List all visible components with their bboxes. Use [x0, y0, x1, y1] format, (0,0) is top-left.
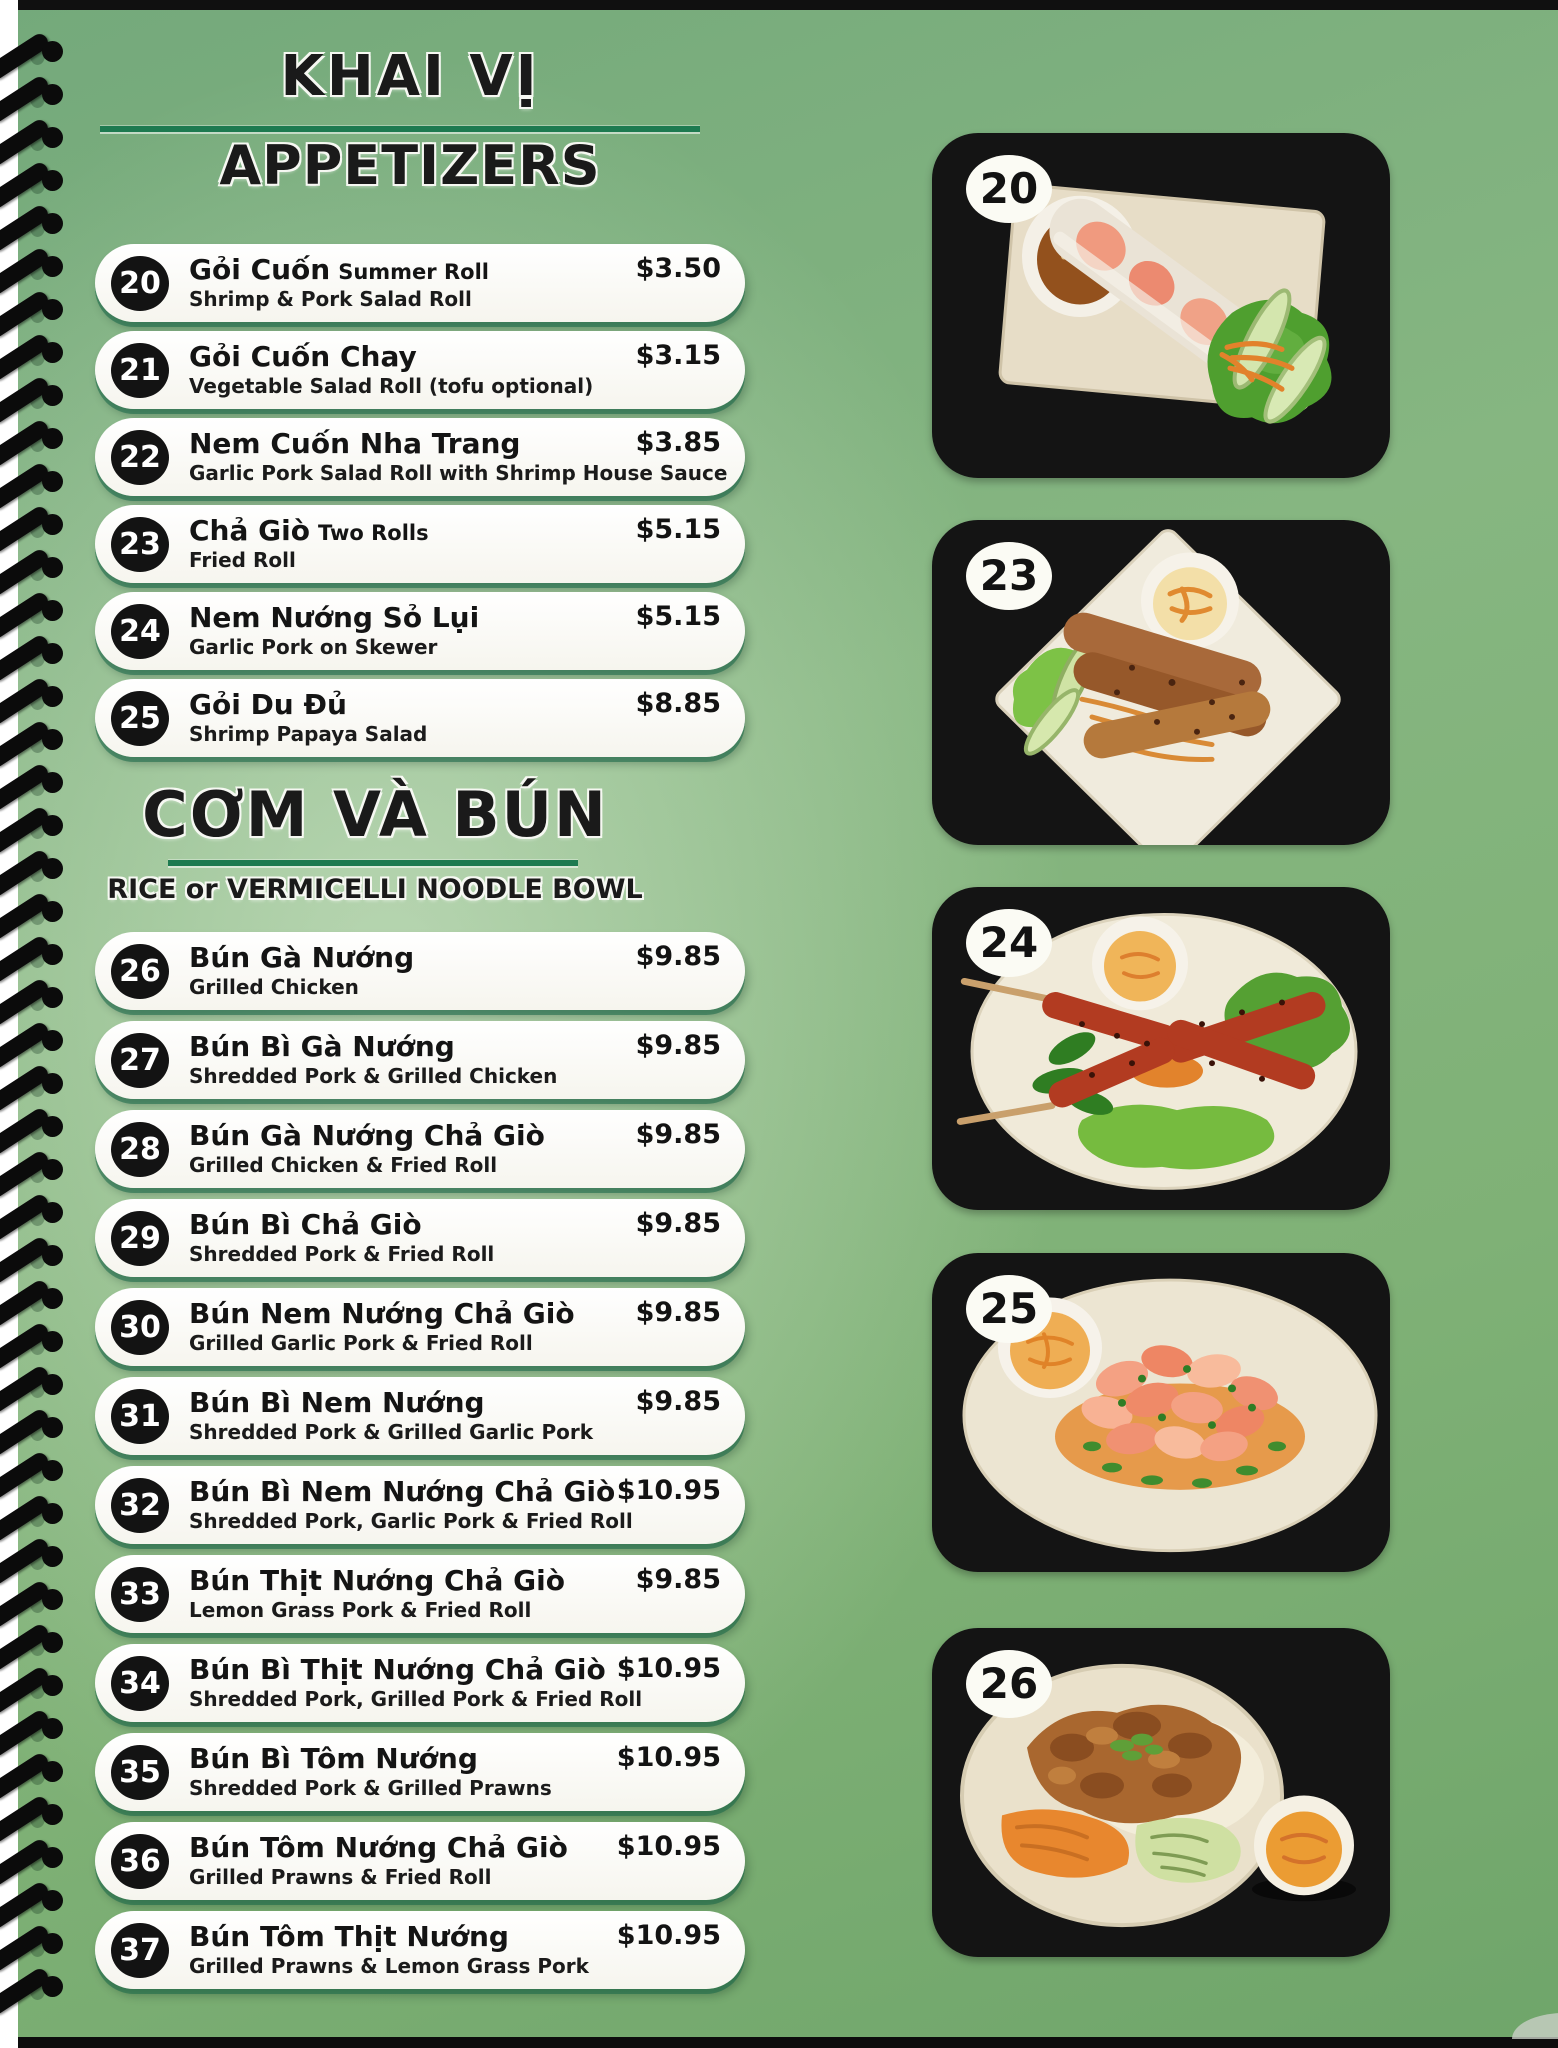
item-number-badge: 29	[111, 1211, 169, 1266]
item-description: Shrimp Papaya Salad	[189, 722, 428, 747]
section-rice-noodle-underline	[168, 860, 578, 866]
menu-item-32	[95, 1466, 745, 1544]
spiral-coil-head	[42, 1030, 63, 1051]
item-number-badge: 24	[111, 604, 169, 659]
spiral-coil-head	[42, 1159, 63, 1180]
spiral-coil-head	[42, 1632, 63, 1653]
item-description: Shredded Pork, Grilled Pork & Fried Roll	[189, 1687, 643, 1712]
item-description: Garlic Pork on Skewer	[189, 635, 438, 660]
page-corner-curl	[1512, 2013, 1558, 2039]
spiral-coil-head	[42, 256, 63, 277]
spiral-coil-head	[42, 127, 63, 148]
photo-23-fried-rolls-plate-photo	[932, 520, 1390, 845]
menu-item-34	[95, 1644, 745, 1722]
spiral-coil-head	[42, 1417, 63, 1438]
spiral-coil-head	[42, 1718, 63, 1739]
item-price: $9.85	[635, 1119, 721, 1150]
item-price: $9.85	[635, 1564, 721, 1595]
item-number-badge: 35	[111, 1745, 169, 1800]
item-description: Shrimp & Pork Salad Roll	[189, 287, 472, 312]
spiral-coil-head	[42, 471, 63, 492]
item-price: $3.50	[635, 253, 721, 284]
item-number-badge: 27	[111, 1033, 169, 1088]
spiral-coil-head	[42, 170, 63, 191]
item-description: Fried Roll	[189, 548, 296, 573]
item-number-badge: 28	[111, 1122, 169, 1177]
spiral-coil-head	[42, 1073, 63, 1094]
item-number-badge: 21	[111, 343, 169, 398]
menu-item-26	[95, 932, 745, 1010]
spiral-coil-head	[42, 428, 63, 449]
spiral-coil-head	[42, 557, 63, 578]
menu-item-33	[95, 1555, 745, 1633]
item-price: $10.95	[616, 1920, 721, 1951]
item-number-badge: 30	[111, 1300, 169, 1355]
spiral-coil-head	[42, 1460, 63, 1481]
spiral-coil-head	[42, 1503, 63, 1524]
item-price: $5.15	[635, 601, 721, 632]
item-name-vietnamese: Nem Cuốn Nha Trang	[189, 426, 521, 460]
menu-item-25	[95, 679, 745, 757]
item-name-vietnamese: Bún Bì Nem Nướng	[189, 1385, 485, 1419]
item-name-vietnamese: Gỏi Cuốn	[189, 252, 331, 286]
item-number-badge: 36	[111, 1834, 169, 1889]
spiral-coil-head	[42, 1804, 63, 1825]
spiral-coil-head	[42, 1675, 63, 1696]
spiral-coil-head	[42, 299, 63, 320]
item-price: $10.95	[616, 1475, 721, 1506]
item-number-badge: 34	[111, 1656, 169, 1711]
item-description: Grilled Prawns & Lemon Grass Pork	[189, 1954, 589, 1979]
item-name-vietnamese: Bún Tôm Nướng Chả Giò	[189, 1830, 568, 1864]
item-number-badge: 37	[111, 1923, 169, 1978]
item-description: Grilled Chicken & Fried Roll	[189, 1153, 498, 1178]
photo-number-badge: 20	[966, 155, 1052, 223]
page-bottom-edge	[18, 2037, 1558, 2048]
menu-item-37	[95, 1911, 745, 1989]
photo-number-badge: 23	[966, 542, 1052, 610]
item-price: $5.15	[635, 514, 721, 545]
spiral-coil-head	[42, 1589, 63, 1610]
item-price: $10.95	[616, 1742, 721, 1773]
menu-item-29	[95, 1199, 745, 1277]
item-description: Grilled Chicken	[189, 975, 359, 1000]
menu-item-22	[95, 418, 745, 496]
spiral-coil-head	[42, 944, 63, 965]
spiral-coil-head	[42, 987, 63, 1008]
menu-item-23	[95, 505, 745, 583]
section-appetizers-title-vietnamese: KHAI VỊ	[280, 44, 540, 109]
section-appetizers-underline	[100, 126, 700, 132]
item-number-badge: 31	[111, 1389, 169, 1444]
photo-number-badge: 25	[966, 1275, 1052, 1343]
item-price: $10.95	[616, 1653, 721, 1684]
spiral-coil-head	[42, 1847, 63, 1868]
spiral-coil-head	[42, 772, 63, 793]
spiral-coil-head	[42, 1761, 63, 1782]
photo-24-garlic-pork-skewers-photo	[932, 887, 1390, 1210]
photo-26-grilled-chicken-noodle-bowl-photo	[932, 1628, 1390, 1957]
spiral-coil-head	[42, 342, 63, 363]
item-description: Garlic Pork Salad Roll with Shrimp House Sauce	[189, 461, 728, 486]
item-price: $3.85	[635, 427, 721, 458]
item-name-vietnamese: Nem Nướng Sỏ Lụi	[189, 600, 480, 634]
menu-item-36	[95, 1822, 745, 1900]
item-number-badge: 26	[111, 944, 169, 999]
section-rice-noodle-title-english: RICE or VERMICELLI NOODLE BOWL	[107, 874, 643, 905]
item-number-badge: 22	[111, 430, 169, 485]
section-appetizers-title-english: APPETIZERS	[219, 134, 601, 197]
item-description: Shredded Pork & Grilled Chicken	[189, 1064, 558, 1089]
spiral-coil-head	[42, 686, 63, 707]
spiral-coil-head	[42, 1933, 63, 1954]
item-name-vietnamese: Bún Thịt Nướng Chả Giò	[189, 1563, 565, 1597]
item-name-english: Summer Roll	[338, 259, 489, 284]
item-number-badge: 25	[111, 691, 169, 746]
photo-number-badge: 26	[966, 1650, 1052, 1718]
item-name-vietnamese: Bún Bì Thịt Nướng Chả Giò	[189, 1652, 606, 1686]
menu-item-24	[95, 592, 745, 670]
menu-item-21	[95, 331, 745, 409]
item-description: Shredded Pork & Grilled Prawns	[189, 1776, 552, 1801]
spiral-coil-head	[42, 385, 63, 406]
page-top-edge	[18, 0, 1558, 10]
item-name-vietnamese: Bún Gà Nướng Chả Giò	[189, 1118, 545, 1152]
item-description: Shredded Pork & Fried Roll	[189, 1242, 495, 1267]
item-description: Grilled Prawns & Fried Roll	[189, 1865, 492, 1890]
item-name-vietnamese: Gỏi Du Đủ	[189, 687, 347, 721]
item-name-vietnamese: Bún Gà Nướng	[189, 940, 415, 974]
spiral-coil-head	[42, 1546, 63, 1567]
spiral-binding	[0, 0, 80, 2048]
spiral-coil-head	[42, 729, 63, 750]
item-number-badge: 32	[111, 1478, 169, 1533]
spiral-coil-head	[42, 600, 63, 621]
spiral-coil-head	[42, 815, 63, 836]
photo-25-shrimp-papaya-salad-photo	[932, 1253, 1390, 1572]
item-name-english: Two Rolls	[317, 520, 429, 545]
item-name-vietnamese: Gỏi Cuốn Chay	[189, 339, 417, 373]
menu-item-35	[95, 1733, 745, 1811]
menu-item-28	[95, 1110, 745, 1188]
item-description: Grilled Garlic Pork & Fried Roll	[189, 1331, 533, 1356]
item-name-vietnamese: Chả Giò	[189, 513, 310, 547]
spiral-coil-head	[42, 1976, 63, 1997]
spiral-coil-head	[42, 1202, 63, 1223]
item-price: $9.85	[635, 941, 721, 972]
spiral-coil-head	[42, 1374, 63, 1395]
item-description: Shredded Pork & Grilled Garlic Pork	[189, 1420, 594, 1445]
item-price: $9.85	[635, 1208, 721, 1239]
item-description: Vegetable Salad Roll (tofu optional)	[189, 374, 594, 399]
photo-20-shrimp-pork-summer-roll-photo	[932, 133, 1390, 478]
item-price: $10.95	[616, 1831, 721, 1862]
item-description: Shredded Pork, Garlic Pork & Fried Roll	[189, 1509, 633, 1534]
spiral-coil-head	[42, 1890, 63, 1911]
spiral-coil-head	[42, 643, 63, 664]
spiral-coil-head	[42, 1116, 63, 1137]
item-price: $3.15	[635, 340, 721, 371]
item-price: $9.85	[635, 1030, 721, 1061]
spiral-coil-head	[42, 84, 63, 105]
menu-item-20	[95, 244, 745, 322]
item-name-vietnamese: Bún Bì Nem Nướng Chả Giò	[189, 1474, 616, 1508]
menu-item-31	[95, 1377, 745, 1455]
spiral-coil-head	[42, 1245, 63, 1266]
item-name-vietnamese: Bún Nem Nướng Chả Giò	[189, 1296, 575, 1330]
item-price: $8.85	[635, 688, 721, 719]
item-number-badge: 23	[111, 517, 169, 572]
menu-item-27	[95, 1021, 745, 1099]
item-description: Lemon Grass Pork & Fried Roll	[189, 1598, 532, 1623]
item-name-vietnamese: Bún Bì Chả Giò	[189, 1207, 422, 1241]
item-price: $9.85	[635, 1297, 721, 1328]
item-name-vietnamese: Bún Tôm Thịt Nướng	[189, 1919, 509, 1953]
item-name-vietnamese: Bún Bì Tôm Nướng	[189, 1741, 478, 1775]
item-number-badge: 20	[111, 256, 169, 311]
spiral-coil-head	[42, 41, 63, 62]
item-price: $9.85	[635, 1386, 721, 1417]
menu-item-30	[95, 1288, 745, 1366]
spiral-coil-head	[42, 514, 63, 535]
spiral-coil-head	[42, 1331, 63, 1352]
item-name-vietnamese: Bún Bì Gà Nướng	[189, 1029, 455, 1063]
item-number-badge: 33	[111, 1567, 169, 1622]
spiral-coil-head	[42, 1288, 63, 1309]
section-rice-noodle-title-vietnamese: CƠM VÀ BÚN	[142, 778, 608, 851]
spiral-coil-head	[42, 213, 63, 234]
photo-number-badge: 24	[966, 909, 1052, 977]
